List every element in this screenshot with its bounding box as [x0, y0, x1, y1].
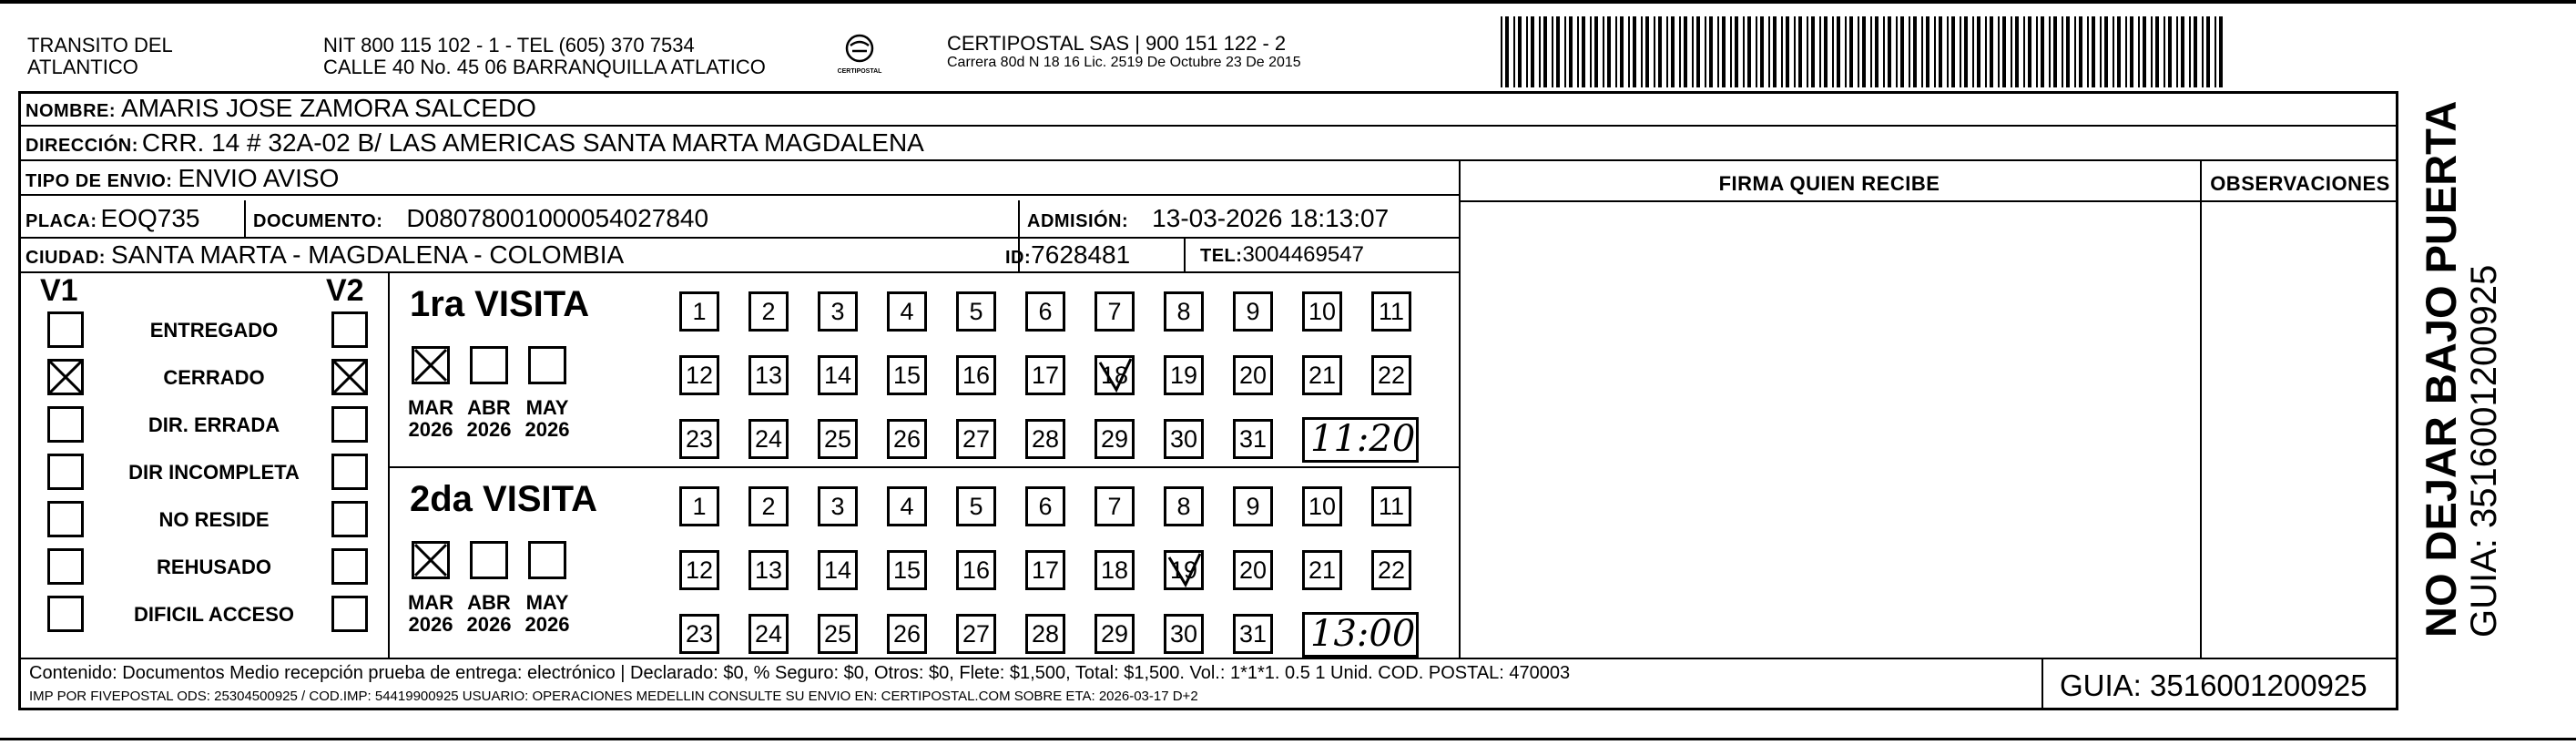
barcode-bar: [1951, 16, 1955, 87]
day-box[interactable]: 18: [1095, 550, 1135, 590]
month-checkbox[interactable]: [470, 541, 508, 579]
day-box[interactable]: 5: [956, 291, 996, 332]
day-box[interactable]: 28: [1025, 419, 1065, 459]
day-box[interactable]: 26: [887, 614, 927, 654]
rule: [18, 125, 2398, 127]
barcode-bar: [1837, 16, 1840, 87]
day-box[interactable]: 16: [956, 550, 996, 590]
day-box[interactable]: 6: [1025, 291, 1065, 332]
handwritten-time: 13:00: [1310, 613, 1416, 655]
barcode-bar: [1501, 16, 1502, 87]
barcode-bar: [2176, 16, 2178, 87]
rule: [388, 271, 390, 658]
day-box[interactable]: 3: [818, 291, 858, 332]
admision-value: 13-03-2026 18:13:07: [1152, 204, 1390, 232]
barcode-bar: [1888, 16, 1891, 87]
month-label: [462, 397, 516, 441]
barcode-bar: [2164, 16, 2165, 87]
barcode-bar: [1883, 16, 1885, 87]
day-box[interactable]: 2: [748, 486, 789, 526]
barcode-bar: [1513, 16, 1515, 87]
barcode-bar: [1582, 16, 1585, 87]
day-box[interactable]: 12: [679, 355, 719, 395]
barcode-bar: [1756, 16, 1757, 87]
barcode-bar: [1615, 16, 1617, 87]
barcode-bar: [2219, 16, 2223, 87]
v2-checkbox[interactable]: [331, 311, 368, 348]
day-box[interactable]: 29: [1095, 419, 1135, 459]
barcode-bar: [1628, 16, 1630, 87]
barcode-bar: [1773, 16, 1777, 87]
day-box[interactable]: 15: [887, 550, 927, 590]
v1-checkbox[interactable]: [47, 311, 84, 348]
month-year: 2026: [408, 613, 453, 636]
visit-title: 2da VISITA: [410, 479, 597, 519]
direccion-label: DIRECCIÓN:: [25, 136, 138, 156]
barcode-bar: [2087, 16, 2089, 87]
tel-value: 3004469547: [1242, 242, 1364, 267]
barcode-bar: [2189, 16, 2191, 87]
barcode-bar: [1849, 16, 1853, 87]
placa-value: EOQ735: [100, 204, 200, 232]
day-box[interactable]: 20: [1233, 355, 1273, 395]
barcode-bar: [2011, 16, 2012, 87]
barcode-bar: [1518, 16, 1522, 87]
day-box[interactable]: 18: [1095, 355, 1135, 395]
barcode-bar: [2151, 16, 2153, 87]
time-box[interactable]: [1302, 417, 1419, 463]
rule: [244, 200, 246, 237]
v1-checkbox[interactable]: [47, 406, 84, 443]
day-box[interactable]: 1: [679, 291, 719, 332]
barcode-bar: [1811, 16, 1815, 87]
month-name: MAY: [525, 396, 569, 419]
day-box[interactable]: 21: [1302, 550, 1342, 590]
day-box[interactable]: 17: [1025, 355, 1065, 395]
barcode-bar: [2155, 16, 2159, 87]
nombre-row: [25, 94, 536, 123]
barcode-bar: [1641, 16, 1643, 87]
barcode-bar: [1743, 16, 1745, 87]
time-box[interactable]: [1302, 612, 1419, 658]
day-box[interactable]: 28: [1025, 614, 1065, 654]
license-line: Carrera 80d N 18 16 Lic. 2519 De Octubre 23 De 2015: [947, 55, 1301, 70]
barcode-bar: [1760, 16, 1764, 87]
barcode-bar: [1862, 16, 1866, 87]
day-box[interactable]: 10: [1302, 486, 1342, 526]
org-line-2: ATLANTICO: [27, 56, 138, 78]
status-option-label: DIR INCOMPLETA: [128, 461, 300, 484]
tel-field: [1200, 242, 1364, 268]
barcode: [1501, 16, 2225, 87]
barcode-bar: [1798, 16, 1802, 87]
v1-checkbox[interactable]: [47, 454, 84, 490]
barcode-bar: [1539, 16, 1541, 87]
barcode-bar: [2168, 16, 2172, 87]
month-year: 2026: [466, 613, 512, 636]
day-box[interactable]: 24: [748, 614, 789, 654]
barcode-bar: [1543, 16, 1547, 87]
status-option-label: DIR. ERRADA: [148, 413, 280, 436]
day-box[interactable]: 25: [818, 419, 858, 459]
barcode-bar: [1747, 16, 1751, 87]
placa-label: PLACA:: [25, 211, 97, 231]
barcode-bar: [1781, 16, 1783, 87]
barcode-bar: [1679, 16, 1681, 87]
barcode-bar: [1722, 16, 1726, 87]
day-box[interactable]: 23: [679, 419, 719, 459]
barcode-bar: [2206, 16, 2210, 87]
day-box[interactable]: 7: [1095, 291, 1135, 332]
day-box[interactable]: 5: [956, 486, 996, 526]
v2-checkbox[interactable]: [331, 454, 368, 490]
day-box[interactable]: 21: [1302, 355, 1342, 395]
day-box[interactable]: 31: [1233, 419, 1273, 459]
documento-field: [253, 204, 708, 233]
barcode-bar: [1666, 16, 1668, 87]
day-box[interactable]: 11: [1371, 486, 1411, 526]
barcode-bar: [1594, 16, 1598, 87]
barcode-bar: [1684, 16, 1687, 87]
day-box[interactable]: 19: [1164, 355, 1204, 395]
footer-contenido: Contenido: Documentos Medio recepción prueba de entrega: electrónico | Declarado: $0, % Seguro: $0, Otros: $0, Flete: $1,500, Total: $1,500. Vol.: 1*1*1. 0.5 1 Unid. COD. POSTAL: 470003: [29, 663, 1571, 683]
rule: [18, 159, 2398, 161]
day-cross-mark: [1166, 553, 1201, 587]
day-box[interactable]: 17: [1025, 550, 1065, 590]
barcode-bar: [2138, 16, 2140, 87]
day-box[interactable]: 1: [679, 486, 719, 526]
barcode-bar: [1603, 16, 1604, 87]
barcode-bar: [1735, 16, 1738, 87]
v2-checkbox[interactable]: [331, 359, 368, 395]
barcode-bar: [2104, 16, 2108, 87]
day-cross-mark: [1097, 358, 1132, 393]
rule: [18, 271, 1459, 273]
month-name: ABR: [467, 591, 511, 614]
company-info: [947, 33, 1301, 71]
barcode-bar: [2074, 16, 2076, 87]
day-box[interactable]: 4: [887, 291, 927, 332]
status-option-label: REHUSADO: [157, 556, 271, 578]
status-option-label: CERRADO: [163, 366, 265, 389]
month-checkbox[interactable]: [412, 346, 450, 384]
month-checkbox[interactable]: [528, 541, 566, 579]
barcode-bar: [1607, 16, 1611, 87]
id-label: ID:: [1005, 248, 1032, 268]
day-box[interactable]: 30: [1164, 614, 1204, 654]
day-box[interactable]: 27: [956, 614, 996, 654]
barcode-bar: [1998, 16, 2000, 87]
day-box[interactable]: 23: [679, 614, 719, 654]
barcode-bar: [2202, 16, 2204, 87]
month-year: 2026: [524, 418, 570, 441]
barcode-bar: [1794, 16, 1796, 87]
barcode-bar: [1819, 16, 1821, 87]
day-box[interactable]: 25: [818, 614, 858, 654]
barcode-bar: [2181, 16, 2184, 87]
day-box[interactable]: 9: [1233, 291, 1273, 332]
day-box[interactable]: 22: [1371, 550, 1411, 590]
logo-text: CERTIPOSTAL: [837, 68, 882, 75]
ciudad-value: SANTA MARTA - MAGDALENA - COLOMBIA: [110, 240, 625, 269]
direccion-row: [25, 128, 924, 158]
company-line: CERTIPOSTAL SAS | 900 151 122 - 2: [947, 32, 1287, 55]
month-name: MAR: [407, 396, 454, 419]
logo-icon: [841, 33, 878, 64]
barcode-bar: [2113, 16, 2114, 87]
barcode-bar: [1654, 16, 1655, 87]
barcode-bar: [2130, 16, 2133, 87]
day-box[interactable]: 11: [1371, 291, 1411, 332]
barcode-bar: [2062, 16, 2063, 87]
barcode-bar: [1960, 16, 1961, 87]
barcode-bar: [1709, 16, 1713, 87]
day-box[interactable]: 13: [748, 355, 789, 395]
rule: [1184, 237, 1186, 271]
barcode-bar: [1900, 16, 1904, 87]
barcode-bar: [2143, 16, 2146, 87]
v2-checkbox[interactable]: [331, 548, 368, 585]
barcode-bar: [1875, 16, 1879, 87]
month-checkbox[interactable]: [528, 346, 566, 384]
barcode-bar: [1909, 16, 1910, 87]
barcode-bar: [1505, 16, 1509, 87]
barcode-bar: [2125, 16, 2127, 87]
tel-label: TEL:: [1200, 246, 1243, 266]
v2-checkbox[interactable]: [331, 501, 368, 537]
footer-imp: IMP POR FIVEPOSTAL ODS: 25304500925 / COD.IMP: 54419900925 USUARIO: OPERACIONES MEDELLIN CONSULTE SU ENVIO EN: CERTIPOSTAL.COM SOBRE ETA: 2026-03-17 D+2: [29, 689, 1198, 704]
visit-title: 1ra VISITA: [410, 284, 590, 324]
rule: [18, 237, 1459, 239]
side-guia: GUIA: 3516001200925: [2464, 264, 2504, 638]
barcode-bar: [2194, 16, 2197, 87]
documento-label: DOCUMENTO:: [253, 211, 383, 231]
month-checkbox[interactable]: [470, 346, 508, 384]
barcode-bar: [1768, 16, 1770, 87]
month-year: 2026: [408, 418, 453, 441]
barcode-bar: [1807, 16, 1808, 87]
barcode-bar: [2117, 16, 2121, 87]
v2-checkbox[interactable]: [331, 406, 368, 443]
barcode-bar: [1569, 16, 1573, 87]
month-label: [520, 397, 575, 441]
day-box[interactable]: 15: [887, 355, 927, 395]
id-field: [1005, 240, 1130, 270]
ciudad-label: CIUDAD:: [25, 248, 106, 268]
org-line-1: TRANSITO DEL: [27, 34, 173, 56]
rule: [388, 466, 1459, 468]
barcode-bar: [1564, 16, 1566, 87]
barcode-bar: [2092, 16, 2095, 87]
barcode-bar: [1645, 16, 1649, 87]
barcode-bar: [1705, 16, 1706, 87]
barcode-bar: [1832, 16, 1834, 87]
placa-field: [25, 204, 200, 233]
v1-checkbox[interactable]: [47, 501, 84, 537]
month-name: ABR: [467, 396, 511, 419]
barcode-bar: [2079, 16, 2082, 87]
barcode-bar: [2023, 16, 2025, 87]
day-box[interactable]: 2: [748, 291, 789, 332]
barcode-bar: [1921, 16, 1923, 87]
barcode-bar: [1556, 16, 1560, 87]
barcode-bar: [1858, 16, 1859, 87]
status-option-label: ENTREGADO: [149, 319, 279, 342]
footer-guia: GUIA: 3516001200925: [2060, 668, 2367, 702]
day-box[interactable]: 19: [1164, 550, 1204, 590]
side-text: [2417, 100, 2504, 638]
day-box[interactable]: 14: [818, 550, 858, 590]
month-checkbox[interactable]: [412, 541, 450, 579]
barcode-bar: [1896, 16, 1898, 87]
day-box[interactable]: 26: [887, 419, 927, 459]
barcode-bar: [1730, 16, 1732, 87]
month-name: MAR: [407, 591, 454, 614]
admision-field: [1027, 204, 1389, 233]
day-box[interactable]: 6: [1025, 486, 1065, 526]
tipo-envio-row: [25, 164, 339, 193]
day-box[interactable]: 14: [818, 355, 858, 395]
day-box[interactable]: 29: [1095, 614, 1135, 654]
day-box[interactable]: 31: [1233, 614, 1273, 654]
day-box[interactable]: 24: [748, 419, 789, 459]
barcode-bar: [2002, 16, 2006, 87]
rule: [2041, 658, 2043, 710]
tipo-envio-value: ENVIO AVISO: [178, 164, 340, 192]
day-box[interactable]: 10: [1302, 291, 1342, 332]
barcode-bar: [1531, 16, 1534, 87]
observaciones-label: OBSERVACIONES: [2210, 172, 2390, 195]
id-value: 7628481: [1031, 240, 1131, 269]
barcode-bar: [2066, 16, 2070, 87]
month-year: 2026: [524, 613, 570, 636]
rule: [1459, 200, 2398, 202]
month-label: [403, 397, 458, 441]
barcode-bar: [1985, 16, 1987, 87]
v1-checkbox[interactable]: [47, 548, 84, 585]
barcode-bar: [1939, 16, 1942, 87]
barcode-bar: [1947, 16, 1949, 87]
address-line: CALLE 40 No. 45 06 BARRANQUILLA ATLATICO: [323, 56, 766, 78]
day-box[interactable]: 22: [1371, 355, 1411, 395]
nombre-label: NOMBRE:: [25, 101, 117, 121]
v1-label: V1: [40, 273, 78, 308]
barcode-bar: [1658, 16, 1662, 87]
day-box[interactable]: 20: [1233, 550, 1273, 590]
tipo-envio-label: TIPO DE ENVIO:: [25, 171, 173, 191]
rule: [2200, 159, 2202, 658]
firma-label: FIRMA QUIEN RECIBE: [1718, 172, 1940, 195]
top-rule: [0, 0, 2576, 4]
status-option-label: NO RESIDE: [158, 508, 270, 531]
barcode-bar: [1990, 16, 1993, 87]
rule: [1459, 159, 1461, 658]
barcode-bar: [1633, 16, 1636, 87]
barcode-bar: [2036, 16, 2038, 87]
barcode-bar: [1717, 16, 1719, 87]
day-box[interactable]: 13: [748, 550, 789, 590]
day-box[interactable]: 8: [1164, 486, 1204, 526]
certipostal-logo: [830, 33, 889, 80]
barcode-bar: [1934, 16, 1936, 87]
barcode-bar: [1870, 16, 1872, 87]
barcode-bar: [1696, 16, 1700, 87]
v1-checkbox[interactable]: [47, 596, 84, 632]
barcode-bar: [1552, 16, 1553, 87]
day-box[interactable]: 30: [1164, 419, 1204, 459]
org-name: [27, 35, 173, 78]
barcode-bar: [2053, 16, 2057, 87]
month-label: [462, 592, 516, 636]
barcode-bar: [1977, 16, 1980, 87]
org-contact: [323, 35, 766, 78]
nombre-value: AMARIS JOSE ZAMORA SALCEDO: [121, 94, 536, 122]
barcode-bar: [1590, 16, 1592, 87]
handwritten-time: 11:20: [1310, 418, 1416, 460]
barcode-bar: [1620, 16, 1624, 87]
barcode-bar: [2049, 16, 2051, 87]
documento-value: D08078001000054027840: [406, 204, 709, 232]
v2-label: V2: [326, 273, 364, 308]
day-box[interactable]: 4: [887, 486, 927, 526]
ciudad-field: [25, 240, 624, 270]
nit-line: NIT 800 115 102 - 1 - TEL (605) 370 7534: [323, 34, 695, 56]
barcode-bar: [1824, 16, 1828, 87]
day-box[interactable]: 27: [956, 419, 996, 459]
barcode-bar: [1972, 16, 1974, 87]
month-name: MAY: [525, 591, 569, 614]
month-label: [403, 592, 458, 636]
barcode-bar: [1526, 16, 1528, 87]
admision-label: ADMISIÓN:: [1027, 211, 1129, 231]
direccion-value: CRR. 14 # 32A-02 B/ LAS AMERICAS SANTA MARTA MAGDALENA: [141, 128, 924, 157]
barcode-bar: [1577, 16, 1579, 87]
month-year: 2026: [466, 418, 512, 441]
barcode-bar: [2028, 16, 2031, 87]
rule: [18, 194, 1459, 196]
barcode-bar: [2215, 16, 2216, 87]
day-box[interactable]: 9: [1233, 486, 1273, 526]
v1-checkbox[interactable]: [47, 359, 84, 395]
barcode-bar: [1671, 16, 1675, 87]
day-box[interactable]: 8: [1164, 291, 1204, 332]
v2-checkbox[interactable]: [331, 596, 368, 632]
barcode-bar: [1926, 16, 1929, 87]
barcode-bar: [2015, 16, 2019, 87]
barcode-bar: [1964, 16, 1968, 87]
barcode-bar: [1786, 16, 1789, 87]
barcode-bar: [1845, 16, 1847, 87]
barcode-bar: [1692, 16, 1694, 87]
barcode-bar: [2100, 16, 2102, 87]
day-box[interactable]: 16: [956, 355, 996, 395]
barcode-bar: [2041, 16, 2044, 87]
day-box[interactable]: 3: [818, 486, 858, 526]
bottom-rule: [0, 738, 2576, 740]
barcode-bar: [1913, 16, 1917, 87]
month-label: [520, 592, 575, 636]
day-box[interactable]: 12: [679, 550, 719, 590]
no-dejar-notice: NO DEJAR BAJO PUERTA: [2417, 100, 2465, 638]
status-option-label: DIFICIL ACCESO: [133, 603, 294, 626]
day-box[interactable]: 7: [1095, 486, 1135, 526]
